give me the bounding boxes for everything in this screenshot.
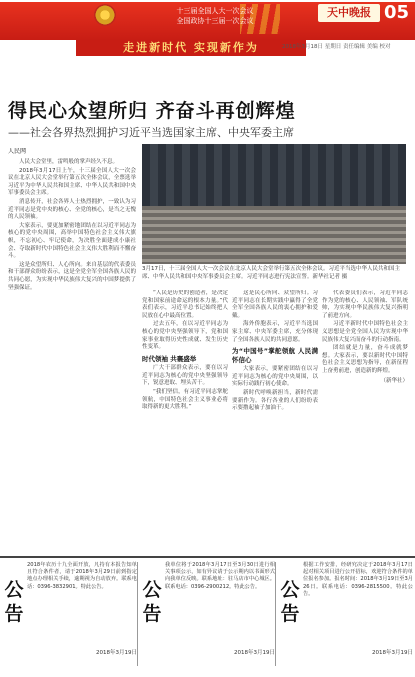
notice-title: 公告 — [142, 579, 162, 625]
emblem-icon — [94, 4, 116, 26]
article-column-3 — [232, 290, 318, 550]
photo-caption: 3月17日，十三届全国人大一次会议在北京人民大会堂举行第五次全体会议。习近平当选中华人民共和国主席、中华人民共和国中央军事委员会主席。习近平同志进行宪法宣誓。新华社记者 摄 — [142, 266, 401, 280]
paragraph: 大家表示，要更加紧密地团结在以习近平同志为核心的党中央周围，高举中国特色社会主义伟大旗帜，不忘初心、牢记使命，为决胜全面建成小康社会、夺取新时代中国特色社会主义伟大胜利而不懈奋斗。 — [8, 222, 136, 260]
edition-info: 2018年3月18日 星期日 责任编辑 美编 校对 — [282, 44, 391, 50]
paragraph: 这是民心所向、众望所归。习近平同志在长期实践中赢得了全党全军全国各族人民的衷心拥护和爱戴。 — [232, 290, 318, 319]
paragraph: 习近平新时代中国特色社会主义思想是全党全国人民为实现中华民族伟大复兴而奋斗的行动指南。 — [322, 321, 408, 343]
news-photo — [142, 144, 406, 264]
byline: 人民网 — [8, 148, 27, 155]
paper-name: 天中晚报 — [318, 4, 380, 22]
paragraph: 这是众望所归、人心所向。来自基层的代表委员和干部群众纷纷表示，这是全党全军全国各族人民的共同心愿，为实现中华民族伟大复兴的中国梦提供了坚强保证。 — [8, 261, 136, 291]
page-number: 05 — [384, 2, 410, 23]
paragraph: 代表委员们表示，习近平同志作为党的核心、人民领袖、军队统帅，为实现中华民族伟大复兴指明了前进方向。 — [322, 290, 408, 319]
paragraph: 海外侨胞表示，习近平当选国家主席、中央军委主席，充分体现了全国各族人民的共同意愿。 — [232, 321, 318, 343]
paragraph: “我们坚信，有习近平同志掌舵领航，中国特色社会主义事业必将取得新的更大胜利。” — [142, 389, 228, 411]
notice-body: 我单位将于2018年3月17日至3月30日进行相关事项公示，如有异议请于公示期内以书面形式向我单位反映。联系地址：驻马店市中心城区。联系电话：0396-2900212。特此公告。 — [165, 562, 275, 590]
source-sign: （新华社） — [380, 377, 408, 384]
section-subtitle: 为“中国号”掌舵领航 人民满怀信心 — [232, 347, 318, 364]
paragraph: 广大干部群众表示，要在以习近平同志为核心的党中央坚强领导下，锐意进取、埋头苦干。 — [142, 365, 228, 387]
article-column-4 — [322, 290, 408, 550]
paragraph: 过去五年，在以习近平同志为核心的党中央坚强领导下，党和国家事业取得历史性成就、发生历史性变革。 — [142, 321, 228, 351]
photo-audience — [142, 206, 406, 264]
notice-body: 2018年农历十九全面开放，凡持有本报告知单且符合条件者，请于2018年3月29日前到指定地点办理相关手续，逾期视为自动放弃。联系电话：0396-3832901。特此公告。 — [27, 562, 137, 590]
section-subtitle: 时代领袖 共襄盛举 — [142, 354, 197, 363]
paragraph: 团结就是力量，奋斗成就梦想。大家表示，要以新时代中国特色社会主义思想为指导，在新征程上奋勇前进，创造新的辉煌。 — [322, 345, 408, 374]
notice-date: 2018年3月19日 — [372, 650, 413, 656]
notice-title: 公告 — [4, 579, 24, 625]
masthead — [0, 0, 415, 88]
notice-2 — [141, 562, 275, 666]
slogan: 走进新时代 实现新作为 — [76, 40, 306, 56]
paragraph: 新时代呼唤新担当，新时代需要新作为。各行各业的人们纷纷表示要撸起袖子加油干。 — [232, 389, 318, 412]
paragraph: 消息传开，社会各界人士热烈拥护，一致认为习近平同志是党中央的核心、全党的核心，是当之无愧的人民领袖。 — [8, 198, 136, 221]
headline: 得民心众望所归 齐奋斗再创辉煌 — [8, 100, 296, 122]
article-column-2 — [142, 290, 228, 550]
notice-date: 2018年3月19日 — [234, 650, 275, 656]
paragraph: “人民是历史的创造者，是决定党和国家前途命运的根本力量。”代表们表示，习近平总书记始终把人民放在心中最高位置。 — [142, 290, 228, 319]
paragraph: 人民大会堂里，雷鸣般的掌声经久不息。 — [19, 159, 119, 165]
paragraph: 2018年3月17日上午，十三届全国人大一次会议在北京人民大会堂举行第五次全体会议，全票选举习近平为中华人民共和国主席、中华人民共和国中央军事委员会主席。 — [8, 167, 136, 197]
subheadline: ——社会各界热烈拥护习近平当选国家主席、中央军委主席 — [8, 126, 294, 139]
paragraph: 大家表示，要紧密团结在以习近平同志为核心的党中央周围，以实际行动践行初心使命。 — [232, 366, 318, 388]
notice-body: 根据工作安排，经研究决定于2018年3月17日起对相关项目进行公开招标，欢迎符合条件的单位报名参加。报名时间：2018年3月19日至3月26日。联系电话：0396-2815500。特此公告。 — [303, 562, 413, 597]
notices-section — [0, 556, 415, 670]
notice-3 — [279, 562, 413, 666]
notice-date: 2018年3月19日 — [96, 650, 137, 656]
session-line-2: 全国政协十三届一次会议 — [176, 17, 254, 25]
notice-title: 公告 — [280, 579, 300, 625]
notice-1 — [3, 562, 137, 666]
session-line-1: 十三届全国人大一次会议 — [176, 7, 254, 15]
article-column-1 — [8, 148, 136, 550]
photo-hall-backdrop — [142, 144, 406, 206]
session-title — [150, 6, 280, 26]
